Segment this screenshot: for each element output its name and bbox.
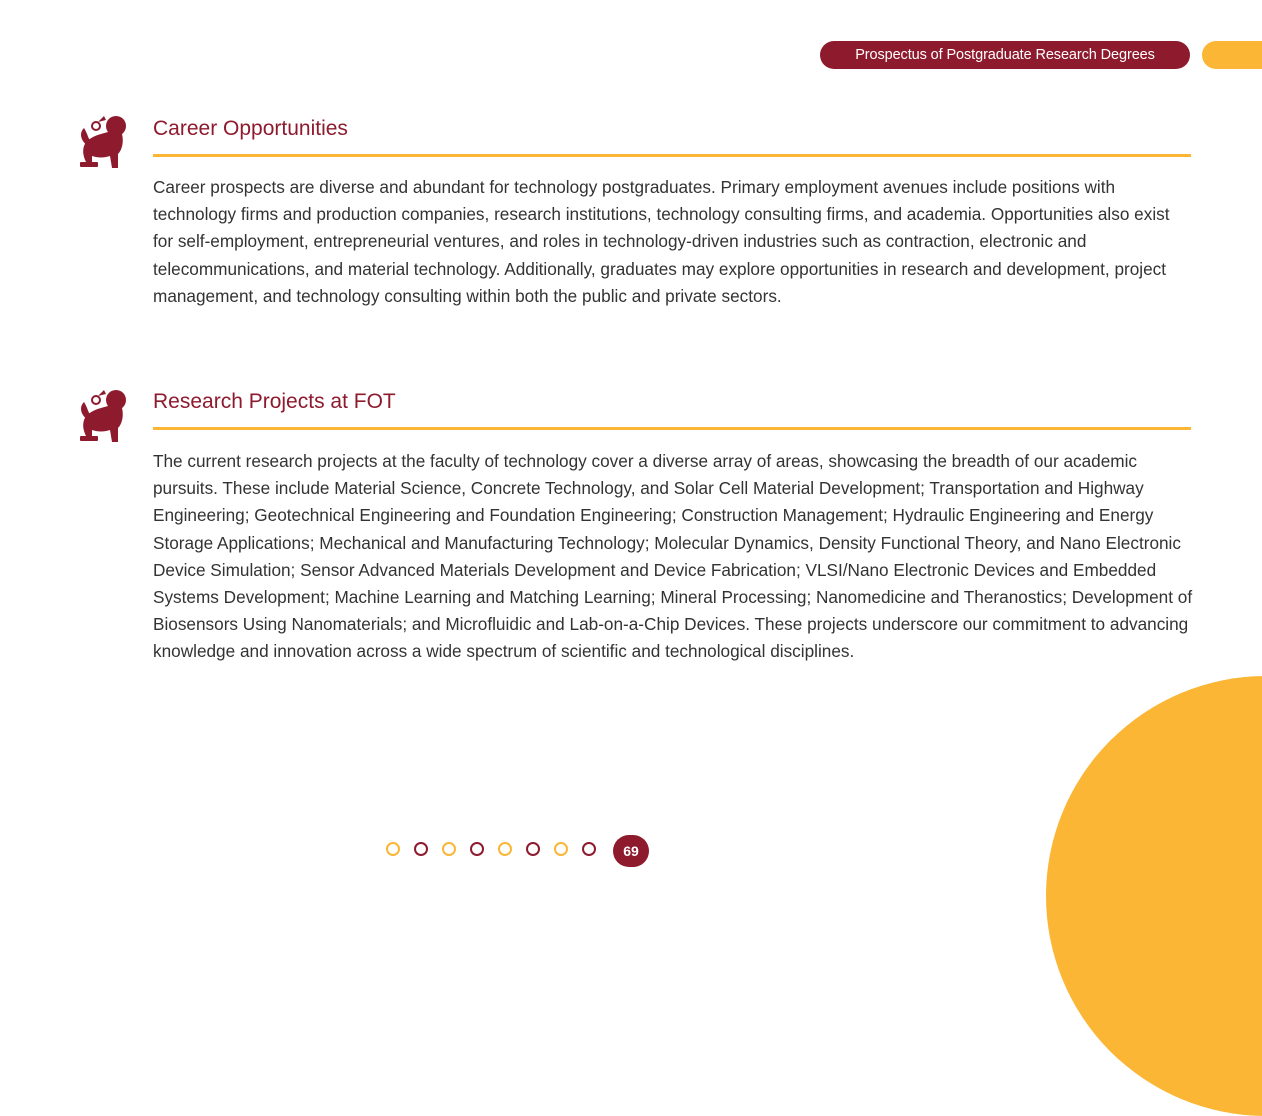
section-title: Research Projects at FOT [153,390,396,413]
section-title: Career Opportunities [153,117,348,140]
decorative-corner-circle [1046,676,1262,1116]
header-accent-tab [1202,41,1262,69]
page-dot [470,842,484,856]
section-divider [153,427,1191,430]
lion-emblem-icon [74,386,134,446]
page-dot [526,842,540,856]
page-dot [442,842,456,856]
page-number: 69 [613,835,649,867]
page-dot [386,842,400,856]
page-dot [414,842,428,856]
section-divider [153,154,1191,157]
page-dot [582,842,596,856]
header-title-pill: Prospectus of Postgraduate Research Degrees [820,41,1190,69]
section-body: The current research projects at the faculty of technology cover a diverse array of areas, showcasing the breadth of our academic pursuits. These include Material Science, Concrete Technology, and Solar Cell Material Development; Transportation and Highway Engineering; Geotechnical Engineering and Foundation Engineering; Construction Management; Hydraulic Engineering and Energy Storage Applications; Mechanical and Manufacturing Technology; Molecular Dynamics, Density Functional Theory, and Nano Electronic Device Simulation; Sensor Advanced Materials Development and Device Fabrication; VLSI/Nano Electronic Devices and Embedded Systems Development; Machine Learning and Matching Learning; Mineral Processing; Nanomedicine and Theranostics; Development of Biosensors Using Nanomaterials; and Microfluidic and Lab-on-a-Chip Devices. These projects underscore our commitment to advancing knowledge and innovation across a wide spectrum of scientific and technological disciplines. [153,451,1193,662]
lion-emblem-icon [74,112,134,172]
section-body: Career prospects are diverse and abundant for technology postgraduates. Primary employment avenues include positions with technology firms and production companies, research institutions, technology consulting firms, and academia. Opportunities also exist for self-employment, entrepreneurial ventures, and roles in technology-driven industries such as contraction, electronic and telecommunications, and material technology. Additionally, graduates may explore opportunities in research and development, project management, and technology consulting within both the public and private sectors. [153,177,1170,306]
page-dot [554,842,568,856]
page-dot [498,842,512,856]
